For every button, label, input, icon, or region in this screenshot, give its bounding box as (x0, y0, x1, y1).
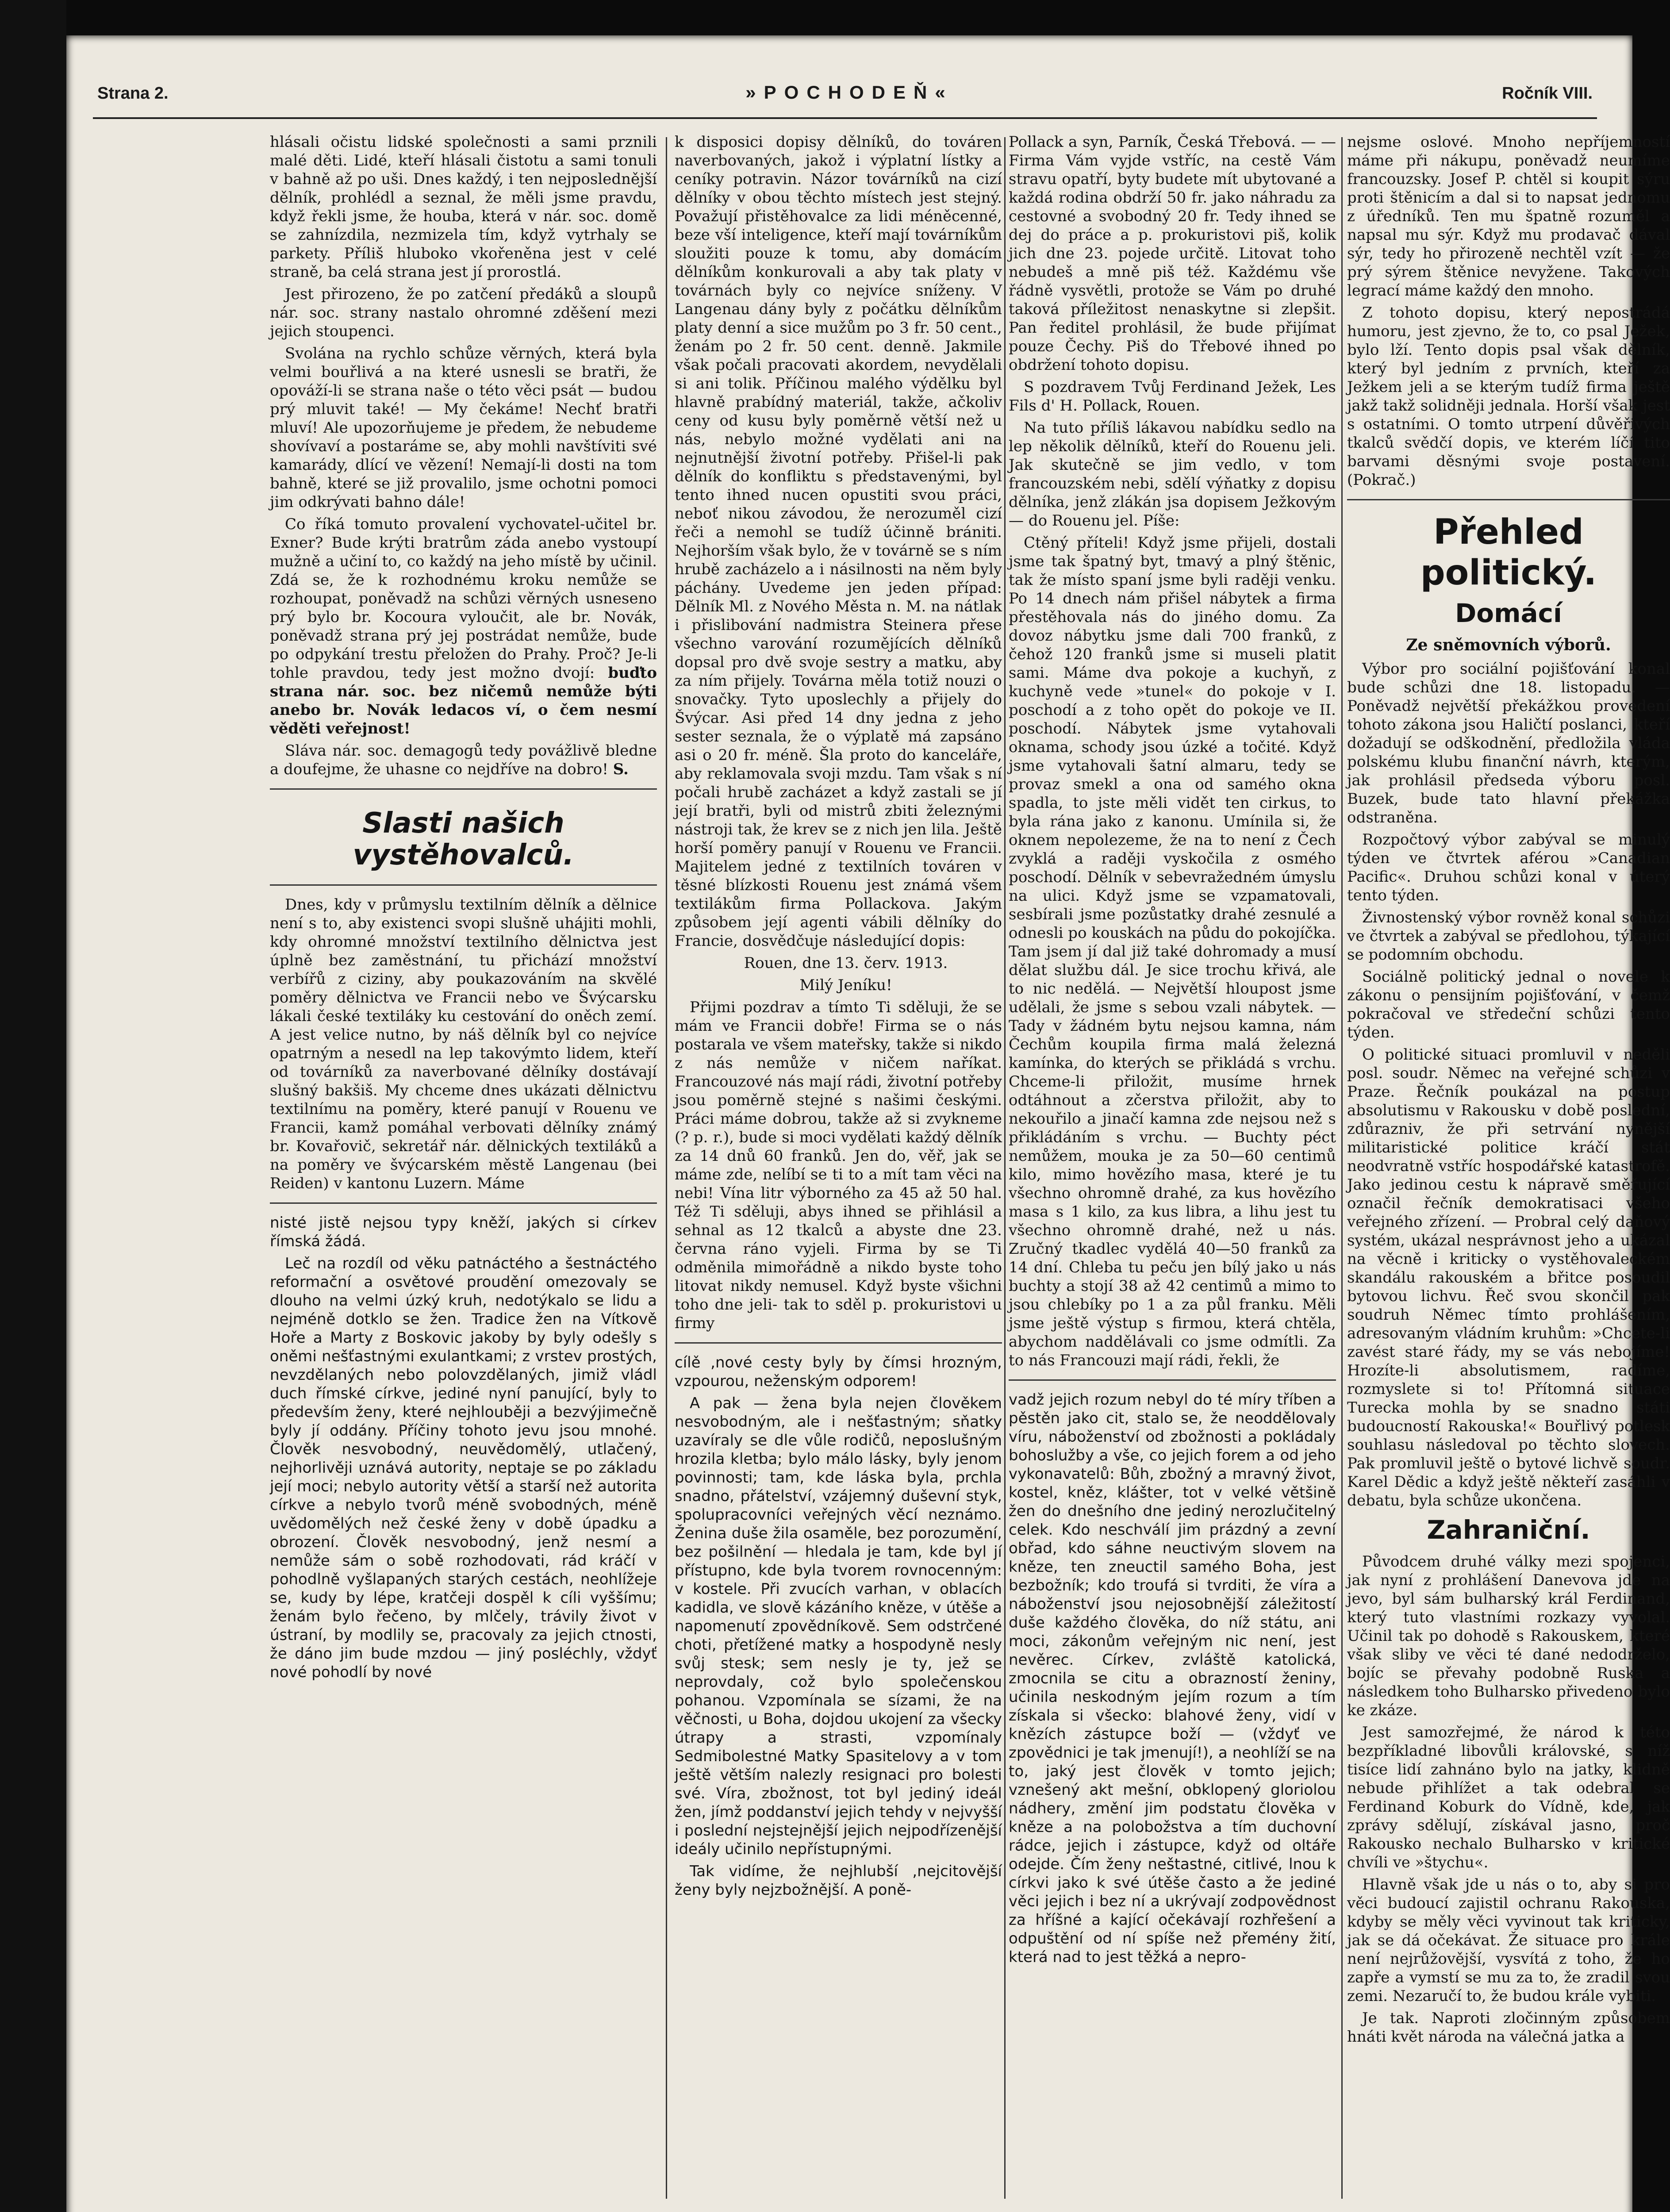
section-separator (675, 1342, 1002, 1344)
continuation-note: (Pokrač.) (1347, 471, 1416, 489)
column-divider (666, 137, 667, 2199)
paragraph: hlásali očistu lidské společnosti a sami prznili malé děti. Lidé, kteří hlásali čistotu a sami tonuli v bahně až po uši. Dnes každý, i ten nejposlednější dělník, prohlédl a seznal, že měli jsme pravdu, když řekli jsme, že houba, která v nár. soc. domě se zahnízdila, nezmizela tím, když vytrhaly se parkety. Příliš hluboko vkořeněna jest v celé straně, ba celá strana jest jí prorostlá. (270, 133, 657, 281)
newspaper-page (66, 35, 1670, 2212)
paragraph: nisté jistě nejsou typy kněží, jakých si církev římská žádá. (270, 1214, 657, 1250)
paragraph-text: Sláva nár. soc. demagogů tedy povážlivě bledne a doufejme, že uhasne co nejdříve na dobro! (270, 742, 657, 778)
page-number: Strana 2. (97, 84, 169, 103)
paragraph: k disposici dopisy dělníků, do továren naverbovaných, jakož i výplatní lístky a ceníky potravin. Názor továrníků na cizí dělníky v obou těchto místech jest stejný. Považují přistěhovalce za lidi méněcenné, beze vší inteligence, kteří mají továrníkům sloužiti pouze k tomu, aby domácím dělníkům konkurovali a aby tak platy v továrnách byly co nejvíce sníženy. V Langenau dány byly z počátku dělníkům platy denní a sice mužům po 3 fr. 50 cent., ženám po 2 fr. 50 cent. denně. Jakmile však počali pracovati akordem, nevydělali si ani tolik. Příčinou malého výdělku byl hlavně prabídný materiál, takže, ačkoliv ceny od kusu byly poměrně větší než u nás, nebylo možné vydělati ani na nejnutnější životní potřeby. Přišel-li pak dělník do konfliktu s představenými, byl tento ihned nucen opustiti svou práci, neboť nikou závodou, že nerozuměl cizí řeči a nemohl se tudíž účinně brániti. Nejhorším však bylo, že v továrně se s ním hrubě zacházelo a i násilnosti na něm byly páchány. Uvedeme jen jeden případ: Dělník Ml. z Nového Města n. M. na nátlak i přislibování nadmistra Steinera přese všechno varování rozumějících dělníků dopsal pro dvě svoje sestry a matku, aby za ním přijely. Továrna měla totiž nouzi o snovačky. Tyto uposlechly a přijely do Švýcar. Asi před 14 dny jedna z jeho sester seznala, že o výplatě má zapsáno asi o 20 fr. méně. Šla proto do kanceláře, aby reklamovala svoji mzdu. Tam však s ní počali hrubě zacházet a když zastali se jí její bratři, byli od mistrů zbiti železnými nástroji tak, že krev se z nich jen lila. Ještě horší poměry panují v Rouenu ve Francii. Majitelem jedné z textilních továren v těsné blízkosti Rouenu jest známá všem textilákům firma Pollackova. Jakým způsobem její agenti vábili dělníky do Francie, dosvědčuje následující dopis: (675, 133, 1002, 950)
paragraph: Na tuto příliš lákavou nabídku sedlo na lep několik dělníků, kteří do Rouenu jeli. Jak skutečně se jim vedlo, v tom francouzském nebi, sdělí výňatky z dopisu dělníka, jenž zlákán jsa dopisem Ježkovým — do Rouenu jel. Píše: (1009, 419, 1336, 530)
paragraph: Dnes, kdy v průmyslu textilním dělník a dělnice není s to, aby existenci svopi slušně uhájiti mohli, kdy ohromné množství textilního dělnictva jest úplně bez zaměstnání, tu přichází množství verbířů z ciziny, aby poukazováním na skvělé poměry dělnictva ve Francii nebo ve Švýcarsku lákali české textiláky ku cestování do oněch zemí. A jest velice nutno, by náš dělník byl co nejvíce opatrným a nesedl na lep takovýmto lidem, kteří od továrníků za naverbované dělníky dostávají slušný bakšiš. My chceme dnes ukázati dělnictvu textilnímu na poměry, které panují v Rouenu ve Francii, kamž pomáhal verbovati dělníky známý br. Kovařovič, sekretář nár. dělnických textiláků a na poměry ve švýcarském městě Langenau (bei Reiden) v kantonu Luzern. Máme (270, 896, 657, 1192)
header-rule (93, 117, 1597, 119)
paragraph (270, 515, 657, 738)
article-separator (270, 788, 657, 790)
paragraph: Je tak. Naproti zločinným způsobem hnáti květ národa na válečná jatka a (1347, 2009, 1670, 2046)
paragraph: Svolána na rychlo schůze věrných, která byla velmi bouřlivá a na které usnesli se bratři, že opováží-li se strana naše o této věci psát — budou prý mluvit také! — My čekáme! Nechť bratři mluví! Ale upozorňujeme je předem, že nebudeme shovívaví a postaráme se, aby mohli navštíviti své kamarády, dlící ve vězení! Nemají-li dosti na tom bahně, které se již provalilo, jsme ochotni pomoci jim odkrývati bahno dále! (270, 345, 657, 511)
column-2 (675, 133, 1002, 2212)
paragraph: Původcem druhé války mezi spojenci, jak nyní z prohlášení Danevova jde na jevo, byl sám bulharský král Ferdinand, který tuto vlastními rozkazy vyvolal. Učinil tak po dohodě s Rakouskem, které však sliby ve věci té dané nedodrželo, bojíc se převahy podobně Ruska a následkem toho Bulharsko přivedeno bylo ke zkáze. (1347, 1553, 1670, 1719)
paragraph: Přijmi pozdrav a tímto Ti sděluji, že se mám ve Francii dobře! Firma se o nás postarala ve všem mateřsky, takže si nikdo z nás nemůže v ničem naříkat. Francouzové nás mají rádi, životní potřeby jsou poměrně stejné s našimi českými. Práci máme dobrou, takže až si zvykneme (? p. r.), bude si moci vydělati každý dělník za 14 dnů 60 franků. Jen do, věř, jak se máme zde, nelíbí se ti to a mít tam věci na nebi! Vína litr výborného za 45 až 50 hal. Též Ti sděluji, abys ihned se přihlásil a sehnal as 12 tkalců a abyste dne 23. června ráno vyjeli. Firma by se Ti odměnila mimořádně a nikdo byste toho litovat nikdy nemusel. Když byste všichni toho dne jeli- tak to sděl p. prokuristovi u firmy (675, 998, 1002, 1332)
paragraph: S pozdravem Tvůj Ferdinand Ježek, Les Fils d' H. Pollack, Rouen. (1009, 378, 1336, 415)
feuilleton-block (270, 1214, 657, 1682)
paragraph: Pollack a syn, Parník, Česká Třebová. — — Firma Vám vyjde vstříc, na cestě Vám stravu opatří, byty budete mít ubytované a každá rodina obdrží 50 fr. jako náhradu za cestovné a svobodný 20 fr. Tedy ihned se dej do práce a p. prokuristovi piš, kolik jich dne 23. pojede určitě. Litovat toho nebudeš a mně piš též. Každému vše řádně vysvětli, protože se Vám po druhé taková příležitost nenaskytne si zlepšit. Pan ředitel prohlásil, že bude přijímat pouze Čechy. Piš do Třebové ihned po obdržení tohoto dopisu. (1009, 133, 1336, 374)
section-title: Přehled politický. (1420, 512, 1597, 593)
letter-date: Rouen, dne 13. červ. 1913. (744, 954, 948, 972)
paragraph-text: Co říká tomuto provalení vychovatel-učitel br. Exner? Bude krýti bratrům záda anebo vystoupí mužně a učiní to, co každý na jeho místě by učinil. Zdá se, že k rozhodnému kroku nemůže se rozhoupat, poněvadž na schůzi věrných usneseno prý bylo br. Kocoura vyloučit, ale br. Novák, poněvadž strana prý jej postrádat nemůže, bude po odpykání trestu přeložen do Prahy. Proč? Je-li tohle pravdou, tedy jest možno dvojí: (270, 515, 657, 682)
paragraph: Leč na rozdíl od věku patnáctého a šestnáctého reformační a osvětové proudění omezovaly se dlouho na velmi úzký kruh, nedotýkalo se lidu a nejméně dotklo se žen. Tradice žen na Vítkově Hoře a Marty z Boskovic jakoby by byly odešly s oněmi nešťastnými exulantkami; z vrstev prostých, nevzdělaných nebo polovzdělaných, jimiž vládl duch římské církve, jediné nyní panující, byly to především ženy, které nejhlouběji a bezvýjimečně byly jí oddány. Příčiny tohoto jevu jsou mnohé. Člověk nesvobodný, neuvědomělý, utlačený, nejhorlivěji uznává autority, neptaje se po základu její moci; nebylo autority větší a starší než autorita církve a nebylo tvorů méně svobodných, méně uvědomělých než české ženy v době úpadku a obrození. Člověk nesvobodný, jenž nesmí a nemůže sám o sobě rozhodovati, rád kráčí v pohodlně vyšlapaných starých cestách, neohlížeje se, kudy by lépe, kratčeji dospěl k cíli vyššímu; ženám bylo řečeno, by mlčely, trávily život v ústraní, by modlily se, pracovaly za jejich ctnosti, že dáno jim bude mzdou — jiný posléchly, vždyť nové pohodlí by nové (270, 1255, 657, 1681)
book-binding-edge (0, 0, 66, 2212)
paragraph (270, 741, 657, 779)
paragraph: Sociálně politický jednal o novele k zákonu o pensijním pojišťování, v čemž pokračoval ve středeční schůzi tento týden. (1347, 968, 1670, 1041)
paragraph: Tak vidíme, že nejhlubší ,nejcitovější ženy byly nejzbožnější. A poně- (675, 1863, 1002, 1899)
feuilleton-block (1009, 1390, 1336, 1966)
page-header (66, 35, 1632, 137)
subsection-title: Zahraniční. (1427, 1515, 1590, 1545)
column-4 (1347, 133, 1670, 2212)
paragraph: A pak — žena byla nejen člověkem nesvobodným, ale i nešťastným; sňatky uzavíraly se dle vůle rodičů, neposlušným hrozila kletba; bylo málo lásky, byly jenom povinnosti; tam, kde láska byla, prchla snadno, přátelství, vzájemný duševní styk, spolupracovníci veřejných věcí neznámo. Ženina duše žila osaměle, bez porozumění, bez pošilnění — hledala je tam, kde byl jí přístupno, kde byla tvorem rovnocenným: v kostele. Při zvucích varhan, v oblacích kadidla, ve slově kázáního kněze, v útěše a napomenutí zpovědníkově. Sem odstrčené choti, přetížené matky a hospodyně nesly svůj stesk; sem nesly je ty, jež se neprovdaly, což bylo společenskou pohanou. Vzpomínala se sízami, že na věčnosti, u Boha, dojdou ukojení za všecky útrapy a strasti, vzpomínaly Sedmibolestné Matky Spasitelovy a v tom ještě větším nalezly resignaci pro bolesti své. Víra, zbožnost, tot byl jediný ideál žen, jímž poddanství jejich tehdy v nejvyšší i poslední nejstejnější jejich nejpodřízenější ideály učinilo nepřístupnými. (675, 1394, 1002, 1858)
article-separator (270, 884, 657, 886)
column-3 (1009, 133, 1336, 2212)
section-separator (1347, 499, 1670, 500)
paragraph: cílě ,nové cesty byly by čímsi hrozným, vzpourou, neženským odporem! (675, 1354, 1002, 1390)
newspaper-title: »POCHODEŇ« (745, 82, 953, 103)
author-signature: S. (613, 760, 629, 778)
subheading: Ze sněmovních výborů. (1406, 636, 1611, 654)
column-divider (1004, 137, 1006, 2199)
paragraph: vadž jejich rozum nebyl do té míry tříben a pěstěn jako cit, stalo se, že neoddělovaly víru, náboženství od zbožnosti a pokládaly bohoslužby a vše, co jejich forem a od jeho vykonavatelů: Bůh, zbožný a mravný život, kostel, kněz, klášter, tot v velké většině žen do dnešního dne jediný nerozlučitelný celek. Kdo neschválí jim prázdný a zevní obřad, kdo sáhne neuctivým slovem na kněze, ten zneuctil samého Boha, jest bezbožník; kdo troufá si tvrditi, že víra a náboženství jsou nejosobnější záležitostí duše každého člověka, do níž státu, ani moci, zákonům veřejným nic není, jest nevěrec. Církev, zvláště katolická, zmocnila se citu a obrazností ženiny, učinila neskodným jejím rozum a tím získala si všecko: blahové ženy, vidí v knězích zástupce boží — (vždyť ve zpovědnici je tak jmenují!), a neohlíží se na to, jaký jest člověk v tomto jejich; vznešený akt mešní, obklopený gloriolou nádhery, změní jim podstatu člověka v kněze a na polobožstva a tím duchovní rádce, jejich i zástupce, když od oltáře odejde. Čím ženy neštastné, citlivé, lnou k církvi jako k své útěše často a že jediné věci jejich i bez ní a ukrývají zodpovědnost za hříšné a kající očekávají rozhřešení a odpuštění od ní spíše než přemény žití, která nad to jest těžká a nepro- (1009, 1391, 1336, 1966)
article-title: Slasti našich vystěhovalců. (353, 807, 574, 872)
paragraph-text: Z tohoto dopisu, který nepostrádá humoru, jest zjevno, že to, co psal Ježek, bylo lží. Tento dopis psal však dělník, který byl jedním z prvních, kteří za Ježkem jeli a se kterým tudíž firma ještě jakž takž solidněji jednala. Horší však jest s ostatními. O tomto utrpení důvěřivých tkalců svědčí dopis, ve kterém líčí tito barvami děsnými svoje postavení. (1347, 304, 1670, 470)
column-1 (270, 133, 657, 2212)
paragraph: nejsme oslové. Mnoho nepříjemností máme při nákupu, poněvadž neumíme francouzsky. Josef P. chtěl si koupit sýru proti štěnicím a dal si to napsat jednomu z úředníků. Ten mu špatně rozuměl a napsal mu sýr. Když mu prodavač dával sýr, tedy ho přirozeně nechtěl vzít — že prý sýrem štěnice nevyžene. Takových legrací máme každý den mnoho. (1347, 133, 1670, 300)
column-divider (1341, 137, 1343, 2199)
paragraph: O politické situaci promluvil v neděli posl. soudr. Němec na veřejné schůzi v Praze. Řečník poukázal na postup absolutismu v Rakousku v době poslední, zdůrazniv, že při setrvání nynější militaristické politice kráčí stát neodvratně vstříc hospodářské katastrofě. Jako jedinou cestu k nápravě směřující označil řečník demokratisaci všeho veřejného zřízení. — Probral celý daňový systém, ukázal nesprávnost jeho a ukázal na věcně i kriticky o vystěhovaleckém skandálu rakouském a břitce posoudil bytovou lichvu. Řeč svou skončil pak soudruh Němec tímto prohlášením, adresovaným vládním kruhům: »Chcete-li zavést staré řády, my se vás nebojíme! Hrozíte-li absolutismem, radíme, rozmyslete si to! Přítomná situace Turecka mohla by se snadno státi budoucností Rakouska!« Bouřlivý potlesk souhlasu následoval po těchto slovech. Pak promluvil ještě o bytové lichvě soudr. Karel Dědic a když ještě někteří zasáhli v debatu, byla schůze ukončena. (1347, 1046, 1670, 1509)
emphasis-text: buďto strana nár. soc. bez ničemů nemůže býti anebo br. Novák ledacos ví, o čem nesmí věděti veřejnost! (270, 664, 657, 737)
feuilleton-block (675, 1353, 1002, 1899)
subsection-title: Domácí (1455, 598, 1562, 628)
paragraph: Výbor pro sociální pojišťování konal bude schůzi dne 18. listopadu. — Poněvadž největší překážkou provedení tohoto zákona jsou Haličtí poslanci, kteří dožadují se odškodnění, předložila vláda polskému klubu finanční návrh, kterým, jak prohlásil předseda výboru posl. Buzek, bude tato hlavní překážka odstraněna. (1347, 660, 1670, 826)
section-separator (1009, 1379, 1336, 1381)
volume-label: Ročník VIII. (1502, 84, 1593, 103)
paragraph: Hlavně však jde u nás o to, aby si pro věci budoucí zajistil ochranu Rakouska, kdyby se měly věci vyvinout tak kriticky, jak se dá očekávat. Že situace pro krále není nejrůžovější, vysvítá z toho, že ho zapře a vymstí se mu za to, že zradil svou zemi. Nezaručí to, že budou krále vybiti. (1347, 1876, 1670, 2005)
paragraph: Jest přirozeno, že po zatčení předáků a sloupů nár. soc. strany nastalo ohromné zděšení mezi jejich stoupenci. (270, 285, 657, 340)
paragraph (1347, 303, 1670, 489)
paragraph: Rozpočtový výbor zabýval se minulý týden ve čtvrtek aférou »Canadian Pacific«. Druhou schůzi konal v úterý tento týden. (1347, 831, 1670, 904)
letter-greeting: Milý Jeníku! (799, 976, 892, 994)
paragraph: Ctěný příteli! Když jsme přijeli, dostali jsme tak špatný byt, tmavý a plný štěnic, tak že místo spaní jsme byli raději venku. Po 14 dnech nám přišel nábytek a firma přestěhovala nás do jiného domu. Za dovoz nábytku jsme dali 700 franků, z čehož 120 franků jsme si museli platit sami. Máme dva pokoje a kuchyň, z kuchyně vede »tunel« do pokoje v I. poschodí a z toho opět do pokoje ve II. poschodí. Nábytek jsme vytahovali oknama, schody jsou úzké a točité. Když jsme vytahovali šatní almaru, tedy se provaz smekl a ona od samého okna spadla, to jste měli vidět ten cirkus, to byla rána jako z kanonu. Umínila si, že oknem nepolezeme, že na to není z Čech zvyklá a raději vyskočila z osmého poschodí. Dělník v sebevražedném úmyslu na ulici. Když jsme se vzpamatovali, sesbírali jsme pozůstatky drahé zesnulé a odnesli po kouskách na půdu do pokojíčka. Tam jsem jí dal již také dohromady a musí dělat službu dál. Je sice trochu křivá, ale to nic nedělá. — Největší hloupost jsme udělali, že jsme s sebou vzali nábytek. — Tady v žádném bytu nejsou kamna, nám Čechům koupila firma malá železná kamínka, do kterých se přikládá s vrchu. Chceme-li přiložit, musíme hrnek odtáhnout a zčerstva přiložit, aby to nekouřilo a jinačí kamna zde nejsou než s přikládáním s vrchu. — Buchty péct nemůžem, mouka je za 50—60 centimů kilo, mimo hovězího masa, které je tu všechno ohromně drahé, za kus hovězího masa s 1 kilo, za kus libra, a lihu jest tu všechno ohromně drahé, než u nás. Zručný tkadlec vydělá 40—50 franků za 14 dní. Chleba tu peču jen bílý jako u nás buchty a stojí 38 až 42 centimů a mimo to jsou chlebíky po 1 a za půl franku. Měli jsme ještě výstup s firmou, která chtěla, abychom naddělávali co jsme odmítli. Za to nás Francouzi mají rádi, řekli, že (1009, 534, 1336, 1369)
paragraph: Živnostenský výbor rovněž konal schůzi ve čtvrtek a zabýval se předlohou, týkající se podomním obchodu. (1347, 909, 1670, 964)
paragraph: Jest samozřejmé, že národ k této bezpříkladné libovůli královské, s níž tisíce lidí zahnáno bylo na jatky, klidně nebude přihlížet a tak odebral se Ferdinand Koburk do Vídně, kde, jak zprávy sdělují, získával jasno, proč Rakousko nechalo Bulharsko v kritické chvíli ve »štychu«. (1347, 1724, 1670, 1871)
section-separator (270, 1202, 657, 1204)
